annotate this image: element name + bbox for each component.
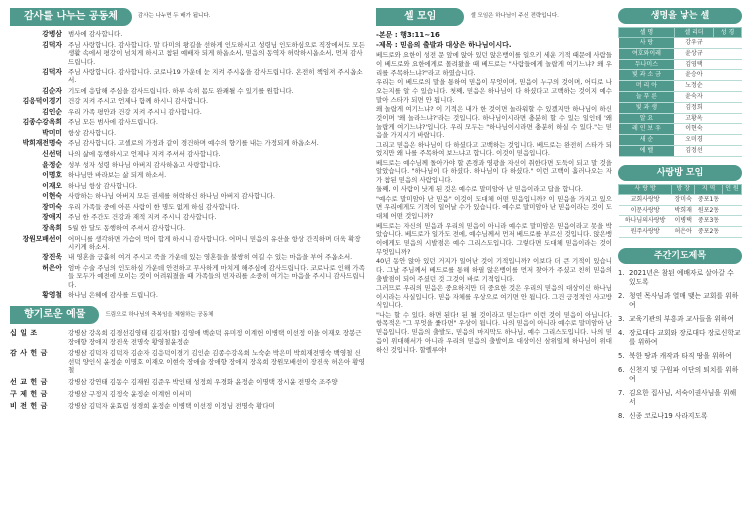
life-cell-cell: 레 인 보 우 [619, 124, 675, 135]
love-room-row [619, 227, 742, 238]
weekly-prayer-number: 6. [618, 365, 625, 374]
life-cell-cell: 머 리 아 [619, 81, 675, 92]
love-room-cell: 원포2동 [695, 205, 723, 216]
thanks-text: 엄마 수술 주님의 인도하심 가운데 안전하고 무사하게 마치게 해주심에 감사드립니다. 코로나로 인해 가족들 모두가 예전에 모이는 것이 어려워졌을 때 가족들의 빈자리를 소중히 여기는 마음을 주시니 감사드립니다. [68, 263, 365, 289]
thanks-name: 장진욱 [42, 253, 62, 262]
life-cell-cell: 에 벨 [619, 145, 675, 156]
thanks-text: 하나님만 바라보는 삶 되게 하소서. [68, 171, 167, 180]
life-cell-cell [714, 91, 742, 102]
thanks-row [10, 129, 365, 138]
life-cell-cell: 빛 과 생 [619, 102, 675, 113]
thanks-text: 항상 감사합니다. [68, 128, 117, 137]
thanks-row [10, 139, 365, 148]
life-cell-row [619, 135, 742, 146]
love-room-row [619, 194, 742, 205]
thanks-row [10, 253, 365, 262]
love-room-cell: 이문사랑방 [619, 205, 672, 216]
offering-subtitle: 드림으로 하나님의 축복임을 체험하는 공동체 [105, 311, 214, 318]
life-cell-cell: 사 랑 [619, 38, 675, 49]
thanks-text: 내 영혼을 긍휼히 여겨 주시고 죽을 가운데 있는 영혼들을 불쌍히 여길 수 있는 마음을 부어 주옵소서. [68, 253, 353, 262]
weekly-prayer-number: 3. [618, 314, 625, 323]
life-cell-cell [714, 59, 742, 70]
thanks-name: 김덕자 [42, 67, 62, 76]
cell-paragraph: "예수로 말미암아 난 믿음" 이것이 도대체 어떤 믿음입니까? 이 믿음을 가지고 있으면 우리에게도 기적이 일어날 수가 있습니다. 예수로 말미암아 난 믿음이라는 것이 도대체 어떤 것입니까? [376, 194, 612, 221]
life-cell-cell: 윤숙자 [674, 91, 713, 102]
thanks-text: 주님 한 주간도 건강과 재적 지켜 주시니 감사합니다. [68, 213, 217, 222]
love-room-header: 방 장 [672, 184, 695, 194]
thanks-row [10, 171, 365, 180]
thanks-row [10, 224, 365, 233]
love-room-header: 지 역 [695, 184, 723, 194]
offering-row [10, 329, 365, 346]
life-cell-cell: 오미경 [674, 135, 713, 146]
cell-theme: -제목 : 믿음의 출발과 대상은 하나님이시다. [376, 41, 512, 50]
love-room-table [618, 184, 742, 238]
weekly-prayer-item [618, 269, 742, 287]
life-cell-row [619, 70, 742, 81]
weekly-prayer-title: 주간기도제목 [618, 248, 742, 264]
thanks-row [10, 182, 365, 191]
thanks-row [10, 203, 365, 212]
cell-paragraph: 베드로는 예수님께 돌아가야 할 존경과 영광을 자신이 취한다면 도둑이 되고 말 것을 알았습니다. "하나님이 다 하셨다. 하나님이 다 하셨다." 이런 고백이 흘러나오는 자가 참된 믿음의 사람입니다. [376, 158, 612, 185]
offering-title: 향기로운 예물 [10, 306, 99, 324]
thanks-row [10, 118, 365, 127]
life-cell-row [619, 48, 742, 59]
thanks-text: 성부 성자 성령 하나님 아버지 감사하옵고 사랑합니다. [68, 160, 221, 169]
love-room-cell [722, 194, 741, 205]
life-cell-cell: 알 요 [619, 113, 675, 124]
thanks-text: 나의 삶에 동행하시고 언제나 지켜 주셔서 감사합니다. [68, 150, 221, 159]
life-cell-cell: 새 순 [619, 135, 675, 146]
thanks-text: 기도에 응답해 주심을 감사드립니다. 하루 속히 몸도 완쾌될 수 있기를 원합니다. [68, 86, 294, 95]
offering-label: 감 사 헌 금 [10, 349, 48, 358]
thanks-text: 우리 가족 평안과 건강 지켜 주시니 감사합니다. [68, 107, 202, 116]
life-cell-row [619, 113, 742, 124]
cell-paragraph: 우리는 이 베드로의 말을 통하여 믿음이 무엇이며, 믿음이 누구의 것이며, 어디로 나오는지를 알 수 있습니다. 첫째, 믿음은 하나님이 다 하셨다고 고백하는 것이지 예수 말아 스타가 되면 안 됩니다. [376, 78, 612, 104]
life-cell-cell: 두나미스 [619, 59, 675, 70]
weekly-prayer-number: 2. [618, 291, 625, 300]
offering-names: 강병삼 김덕자 윤효림 성경희 윤정순 이병택 이선정 이정님 전명숙 황다미 [68, 402, 275, 411]
offering-names: 강병삼 구정지 김정숙 윤정순 이계헌 이서미 [68, 390, 192, 399]
thanks-subtitle: 감사는 나누면 두 배가 됩니다. [137, 13, 211, 20]
thanks-name: 김종수강옥희 [22, 118, 62, 127]
life-cell-cell: 이현숙 [674, 124, 713, 135]
offering-label: 선 교 헌 금 [10, 378, 48, 387]
life-cell-cell: 늘 푸 른 [619, 91, 675, 102]
thanks-name: 황영철 [42, 291, 62, 300]
weekly-prayer-text: 장로대다 교회와 장로대다 장로신학교를 위하여 [629, 328, 741, 346]
thanks-name: 장원모배선이 [22, 234, 62, 243]
weekly-prayer-text: 북한 땅과 캐작과 타직 땅을 위하여 [629, 351, 732, 360]
life-cell-cell: 노정순 [674, 81, 713, 92]
weekly-prayer-text: 신종 코로나19 사라지도록 [629, 411, 708, 420]
weekly-prayer-item [618, 292, 742, 310]
thanks-row [10, 150, 365, 159]
life-cell-cell [714, 81, 742, 92]
cell-paragraph: "나는 할 수 있다. 하면 된다! 된 될 것이라고 믿는다!" 이런 것이 믿음이 아닙니다. 항목적은 "그 무엇을 좇다면" 우상이 됩니다. 나의 믿음이 아니라 예수로 말미암아 난 믿음입니다. 믿음의 출발도, 믿음의 마지막도 하나님, 예수 그리스도입니다. 나의 믿음이 위대해서가 아니라 우리의 믿음의 출발이요 대상이신 삼위일체 하나님이 위대하신 것입니다. 할렐루야! [376, 310, 612, 354]
weekly-prayer-item [618, 329, 742, 347]
thanks-row [10, 30, 365, 39]
cell-paragraph: 베드로와 요한이 성전 문 앞에 앉아 있던 앉은뱅이를 일으키 세운 기적 때문에 사람들이 베드로와 요한에게로 몰려왔을 때 베드로는 "사람들에게 놀랍게 여기느냐? 왜 우리를 주목하느냐?"라고 하였습니다. [376, 51, 612, 77]
weekly-prayer-number: 1. [618, 268, 625, 277]
thanks-row [10, 235, 365, 252]
life-cell-cell: 여호와이레 [619, 48, 675, 59]
love-room-title: 사랑방 모임 [618, 165, 742, 181]
life-cell-cell: 고황옥 [674, 113, 713, 124]
thanks-row [10, 68, 365, 85]
life-cell-header: 셀 리더 [674, 28, 713, 38]
thanks-name: 신선덕 [42, 150, 62, 159]
thanks-text: 사랑하는 하나님 아버지 모든 권세를 허락하신 하나님 아버지 감사합니다. [68, 192, 275, 201]
love-room-cell [722, 216, 741, 227]
love-room-cell: 중포1동 [695, 194, 723, 205]
thanks-name: 장옥희 [42, 223, 62, 232]
thanks-name: 김순자 [42, 86, 62, 95]
thanks-text: 5월 한 달도 동행하여 주셔서 감사합니다. [68, 223, 185, 232]
life-cell-row [619, 102, 742, 113]
love-room-header: 사 랑 방 [619, 184, 672, 194]
weekly-prayer-list [618, 269, 742, 421]
thanks-row [10, 97, 365, 106]
love-room-cell [722, 227, 741, 238]
life-cell-header: 셀 명 [619, 28, 675, 38]
weekly-prayer-number: 8. [618, 411, 625, 420]
thanks-text: 범사에 감사합니다. [68, 30, 123, 38]
thanks-title: 감사를 나누는 공동체 [10, 8, 132, 26]
thanks-text: 주님 사랑합니다. 감사합니다. 말 다미의 왕길을 선하게 인도하시고 성령님 인도하심으로 직장에서도 모든 생활 속에서 평강이 넘치게 하시고 참된 예배자 되게 하옵소서, 믿음의 동역자 허락하시옵소서, 먼저 감사드립니다. [68, 40, 365, 66]
thanks-name: 이명호 [42, 171, 62, 180]
thanks-text: 주님 사랑합니다. 감사합니다. 코로나19 가운데 눈 지켜 주시옴을 감사드립니다. 온전히 책임져 주시옵소서. [68, 67, 363, 85]
thanks-row [10, 192, 365, 201]
weekly-prayer-number: 7. [618, 388, 625, 397]
thanks-row [10, 291, 365, 300]
love-room-cell: 허은아 [672, 227, 695, 238]
thanks-name: 이재오 [42, 181, 62, 190]
thanks-text: 우리 가족들 중에 아픈 사람이 한 명도 없게 하심 감사합니다. [68, 202, 240, 211]
thanks-name: 김인순 [42, 107, 62, 116]
cell-paragraph: 그러므로 우리의 믿음은 중요하지만 더 중요한 것은 우리의 믿음의 대상이신 하나님 이시라는 사실입니다. 믿음 자체를 우상으로 여기면 안 됩니다. 그건 긍정적인 사고방식입니다. [376, 283, 612, 310]
thanks-row [10, 161, 365, 170]
cell-title: 셀 모임 [376, 8, 464, 26]
life-cell-cell: 김영택 [674, 59, 713, 70]
thanks-row [10, 264, 365, 290]
offering-label: 십 일 조 [10, 329, 38, 338]
thanks-row [10, 108, 365, 117]
life-cell-title: 생명을 낳는 셀 [618, 8, 742, 24]
weekly-prayer-text: 청연 목사님과 열매 맺는 교회를 위하여 [629, 291, 739, 309]
thanks-row [10, 213, 365, 222]
love-room-row [619, 205, 742, 216]
love-room-row [619, 216, 742, 227]
love-room-header: 인 원 [722, 184, 741, 194]
thanks-row [10, 87, 365, 96]
offering-names: 강병삼 김덕자 김덕자 김순자 김응덕이경기 김인순 김종수강옥희 노숙순 박은미 박희재전명숙 백영철 신선덕 양인식 윤정순 이명호 이재오 이현숙 장애술 장애향 장애지 장옥희 장원모배선이 장진욱 허은아 황영철 [68, 349, 365, 375]
weekly-prayer-item [618, 412, 742, 421]
life-cell-cell [714, 38, 742, 49]
thanks-name: 장애지 [42, 213, 62, 222]
thanks-name: 허은아 [42, 263, 62, 272]
offering-names: 강병삼 강연태 김동수 김재원 김준우 박인태 성정희 우경화 윤정순 이명택 장시윤 전명숙 조주양 [68, 378, 338, 387]
life-cell-cell [714, 145, 742, 156]
thanks-name: 이현숙 [42, 192, 62, 201]
offering-row [10, 378, 365, 387]
cell-subtitle: 셀 모임은 하나님이 주신 전략입니다. [470, 13, 559, 20]
life-cell-row [619, 91, 742, 102]
offering-label: 비 전 헌 금 [10, 402, 48, 411]
life-cell-row [619, 38, 742, 49]
weekly-prayer-text: 신천지 및 구원파 이단의 퇴치를 위하여 [629, 365, 739, 383]
weekly-prayer-item [618, 315, 742, 324]
thanks-text: 하나님 항상 감사합니다. [68, 181, 137, 190]
offering-label: 구 제 헌 금 [10, 390, 48, 399]
love-room-header-row [619, 184, 742, 194]
thanks-text: 주님 감사합니다. 고셀로의 가정과 같이 경건하며 예수의 향기를 내는 가정되게 하옵소서. [68, 139, 319, 148]
cell-header [376, 8, 612, 26]
cell-paragraph: 40년 동안 앉아 있던 거지가 일어난 것이 기적입니까? 이보다 더 큰 기적이 있습니다. 그날 주님께서 베드로를 통해 하필 앉은뱅이를 먼저 찾아가 주셨고 친히 믿음의 출발점이 되어 주셨던 것 그것이 바로 기적입니다. [376, 257, 612, 283]
life-cell-cell: 윤승아 [674, 70, 713, 81]
life-cell-table [618, 27, 742, 157]
cell-body [376, 51, 612, 354]
thanks-row [10, 41, 365, 67]
life-cell-row [619, 59, 742, 70]
life-cell-header: 성 경 [714, 28, 742, 38]
cell-paragraph: 왜 놀랍게 여기느냐? 이 기적은 내가 한 것이면 놀라워할 수 있겠지만 하나님이 하신 것이며 '왜 놀라느냐?'라는 것입니다. 하나님이시라면 충분히 할 수 있는 일인데 '왜 놀랍게 여기느냐?'입니다. 우리 모두는 "하나님이시라면 충분히 하실 수 있다."는 믿음을 가지시기 바랍니다. [376, 105, 612, 140]
life-cell-cell [714, 124, 742, 135]
cell-paragraph: 그리고 믿음은 하나님이 다 하셨다고 고백하는 것입니다. 베드로는 완전히 스타가 되었지만 왜 나를 주목하여 보느냐고 합니다. 이것이 믿음입니다. [376, 140, 612, 158]
offering-list [10, 329, 365, 412]
weekly-prayer-number: 5. [618, 351, 625, 360]
life-cell-cell: 윤상규 [674, 48, 713, 59]
offering-names: 강병삼 강옥희 김경선김영태 김길자(할) 김영애 백순덕 유미정 이계헌 이병택 이선정 이을 이재오 장봉근 장애향 장애지 장진욱 전명숙 황영철윤정순 [68, 329, 362, 346]
weekly-prayer-item [618, 352, 742, 361]
life-cell-cell: 김정선 [674, 145, 713, 156]
cell-paragraph: 둘째, 이 사람이 낫게 된 것은 예수로 말미암아 난 믿음이라고 답을 합니다. [376, 185, 583, 194]
weekly-prayer-item [618, 366, 742, 384]
middle-column [376, 8, 612, 522]
thanks-name: 장미숙 [42, 202, 62, 211]
life-cell-cell: 빛 과 소 금 [619, 70, 675, 81]
love-room-cell: 이병택 [672, 216, 695, 227]
love-room-cell [722, 205, 741, 216]
offering-row [10, 402, 365, 411]
thanks-name: 김덕자 [42, 40, 62, 49]
thanks-name: 강병삼 [42, 30, 62, 38]
love-room-cell: 중포3동 [695, 216, 723, 227]
life-cell-row [619, 124, 742, 135]
love-room-cell: 중포2동 [695, 227, 723, 238]
cell-paragraph: 베드로는 자신의 믿음과 우리의 믿음이 아니라 예수로 말미암은 믿음이라고 못을 박았습니다. 베드로가 일가도 전에, 예수님께서 먼저 베드로를 부르신 것입니다. 앉은뱅이에게도 믿음의 시발점은 예수 그리스도입니다. 그렇다면 도대체 믿음이라는 것이 무엇입니까? [376, 221, 612, 256]
thanks-text: 어머니를 생각하면 가슴이 먹어 합게 하시니 감사합니다. 어머니 믿음의 유산을 항상 간직하며 더욱 확장시키게 하소서. [68, 234, 361, 252]
life-cell-cell [714, 113, 742, 124]
life-cell-cell [714, 70, 742, 81]
life-cell-cell [714, 48, 742, 59]
life-cell-cell [714, 135, 742, 146]
love-room-cell: 교회사랑방 [619, 194, 672, 205]
weekly-prayer-text: 김요한 집사님, 서숙이권사님을 위해서 [629, 388, 737, 406]
left-column [10, 8, 365, 522]
thanks-text: 하나님 은혜에 감사를 드립니다. [68, 291, 158, 300]
thanks-name: 박미미 [42, 128, 62, 137]
thanks-text: 건강 지켜 주시고 언제나 함께 하시니 감사합니다. [68, 97, 209, 106]
love-room-cell: 장미숙 [672, 194, 695, 205]
offering-row [10, 390, 365, 399]
love-room-cell: 박희재 [672, 205, 695, 216]
life-cell-row [619, 145, 742, 156]
life-cell-cell [714, 102, 742, 113]
thanks-header [10, 8, 365, 26]
thanks-name: 박희재전명숙 [22, 139, 62, 148]
weekly-prayer-number: 4. [618, 328, 625, 337]
love-room-cell: 원주사랑방 [619, 227, 672, 238]
weekly-prayer-text: 2021년은 참된 예배자로 살아갈 수 있도록 [629, 268, 734, 286]
offering-row [10, 349, 365, 375]
thanks-text: 주님 모든 범사에 감사드립니다. [68, 118, 158, 127]
thanks-list [10, 30, 365, 300]
thanks-name: 윤정순 [42, 160, 62, 169]
life-cell-cell: 김정희 [674, 102, 713, 113]
offering-header [10, 306, 365, 324]
weekly-prayer-item [618, 389, 742, 407]
cell-verse: -본문 : 행3:11~16 [376, 31, 440, 39]
right-column [618, 8, 742, 522]
life-cell-header-row [619, 28, 742, 38]
life-cell-cell: 강우규 [674, 38, 713, 49]
weekly-prayer-text: 교육기관의 부흥과 교사들을 위하여 [629, 314, 734, 323]
love-room-cell: 하나님의사랑방 [619, 216, 672, 227]
thanks-name: 김응덕이경기 [22, 97, 62, 106]
life-cell-row [619, 81, 742, 92]
